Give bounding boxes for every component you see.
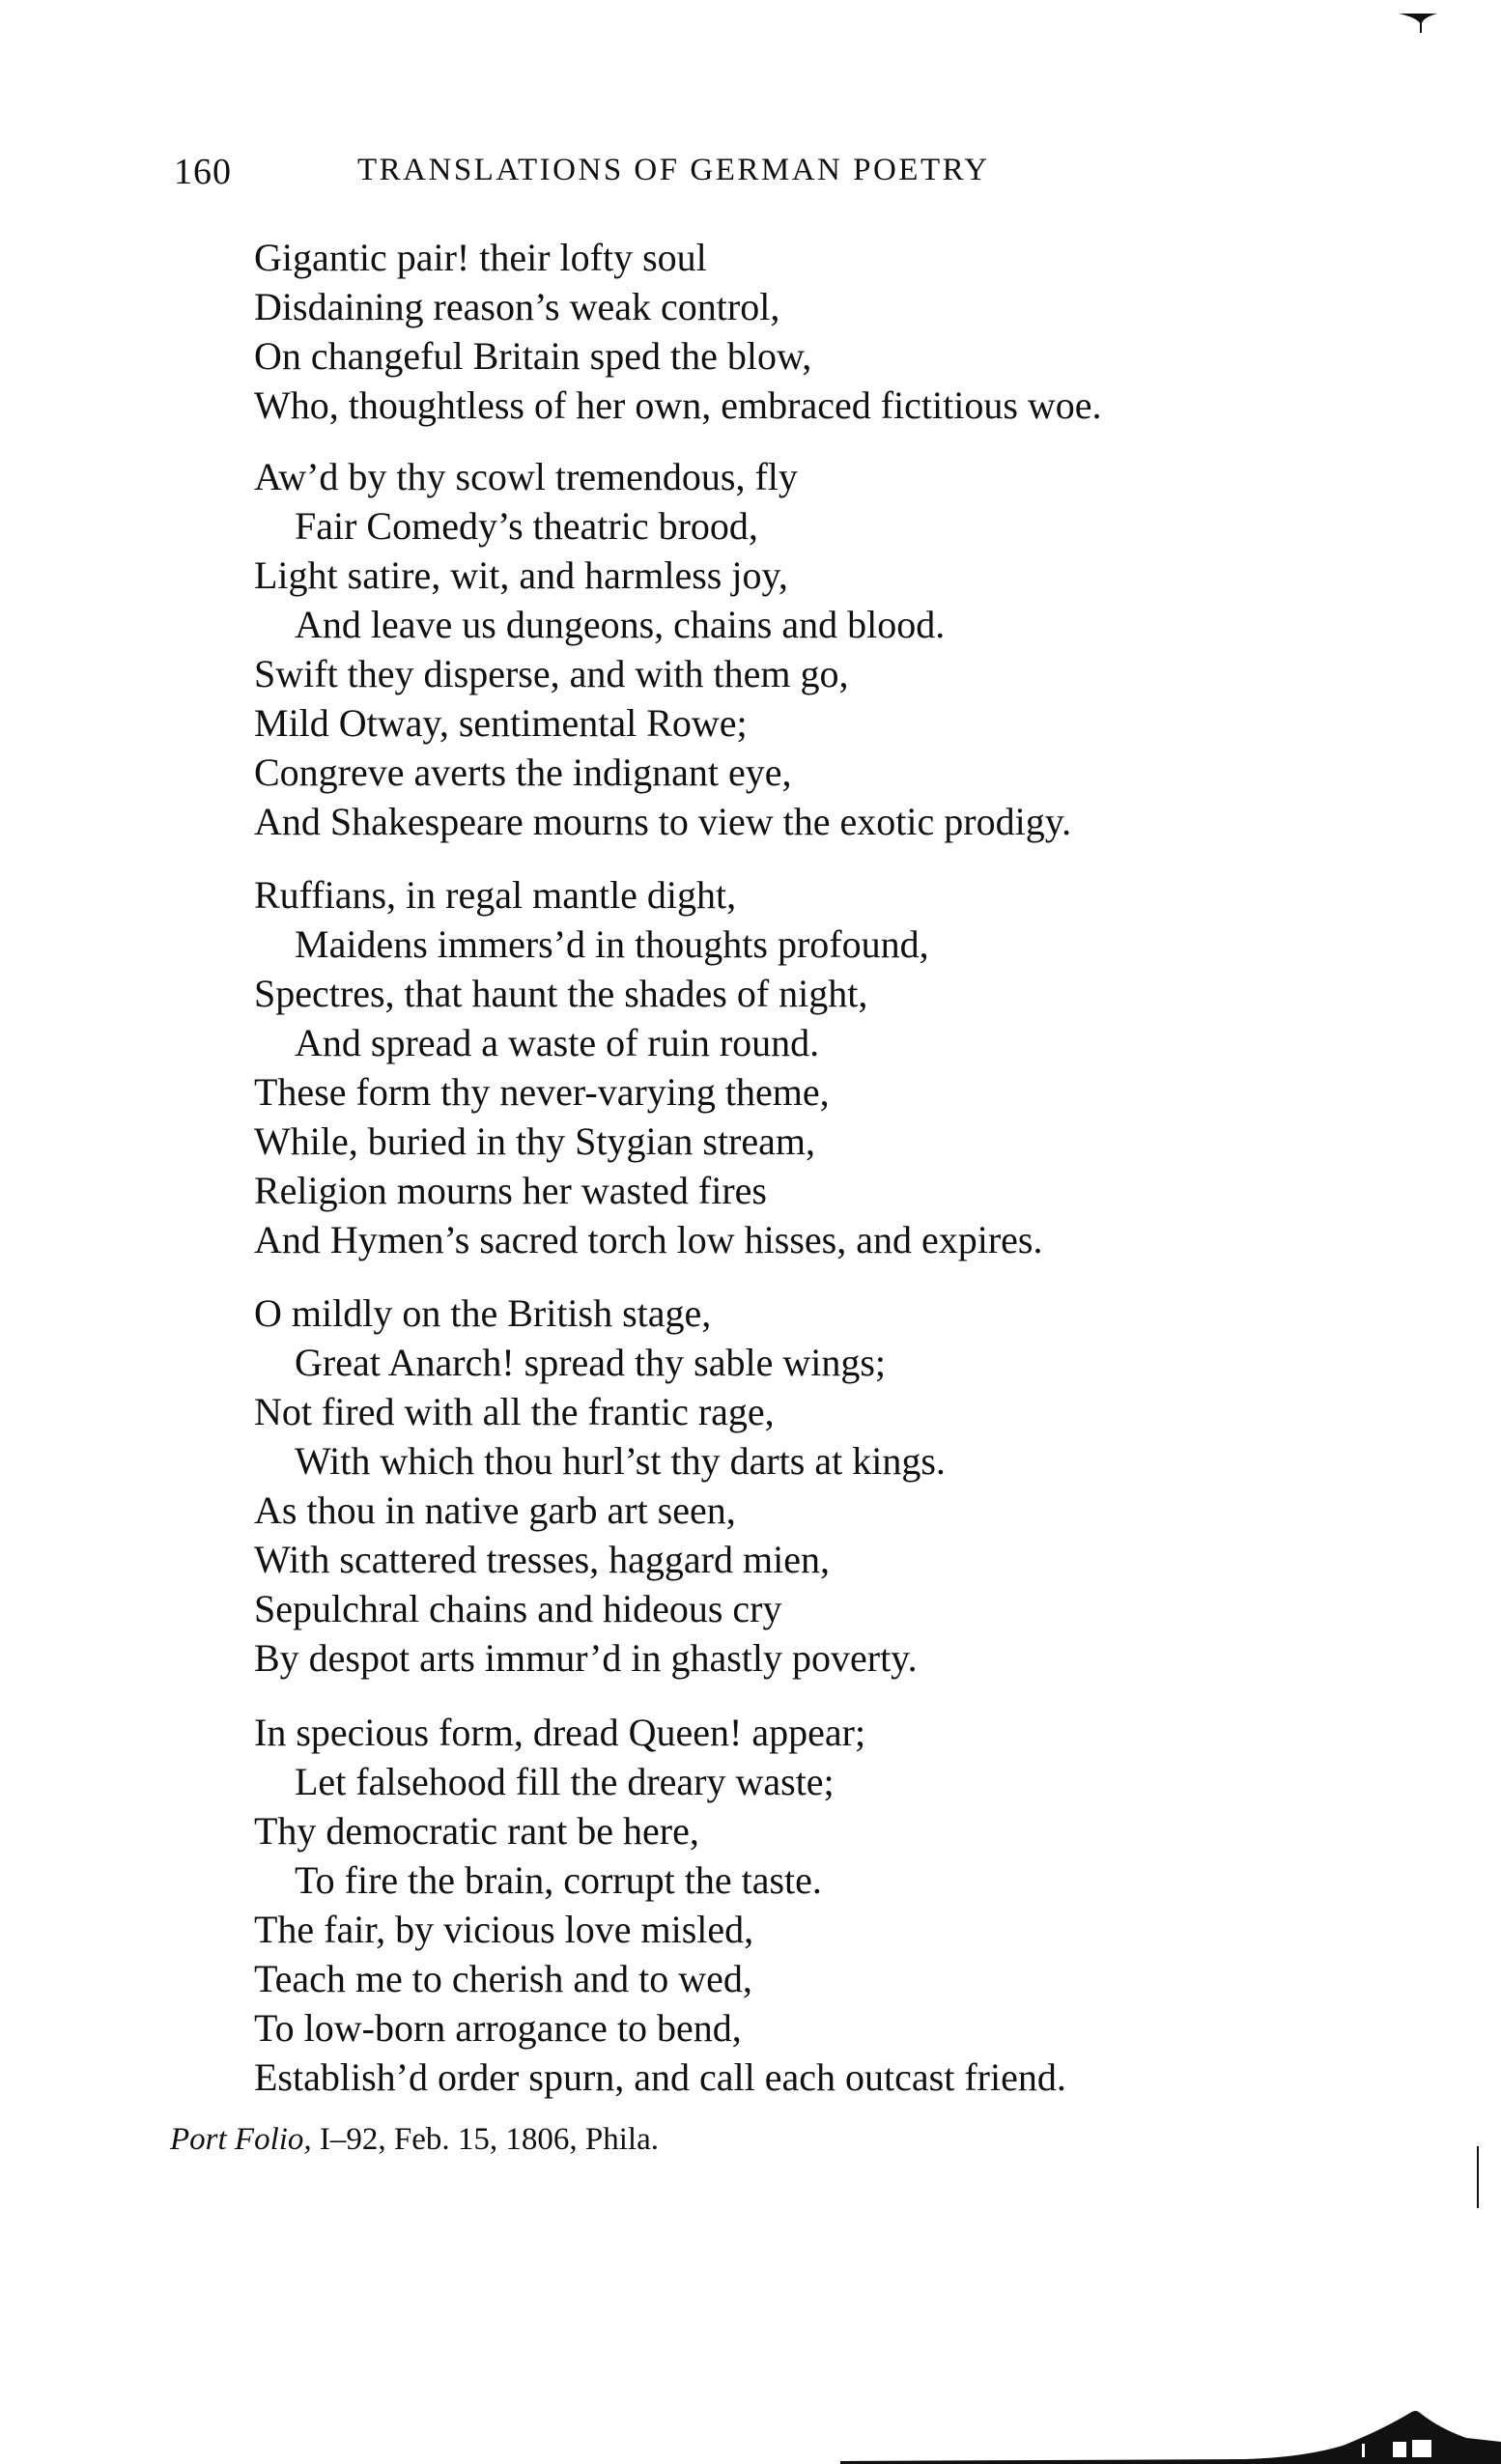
verse-line: Aw’d by thy scowl tremendous, fly	[254, 455, 798, 498]
verse-line: Mild Otway, sentimental Rowe;	[254, 701, 748, 745]
source-citation	[170, 2122, 659, 2158]
stanza-5	[254, 1708, 1317, 2102]
verse-line-indented: Let falsehood fill the dreary waste;	[295, 1760, 835, 1803]
verse-line: Sepulchral chains and hideous cry	[254, 1587, 782, 1630]
verse-line: With scattered tresses, haggard mien,	[254, 1538, 830, 1581]
citation-details: I–92, Feb. 15, 1806, Phila.	[311, 2122, 659, 2157]
verse-line: Congreve averts the indignant eye,	[254, 751, 792, 794]
verse-line-indented: And leave us dungeons, chains and blood.	[295, 603, 946, 646]
verse-line: Disdaining reason’s weak control,	[254, 285, 780, 328]
verse-line: These form thy never-varying theme,	[254, 1070, 830, 1114]
verse-line: Not fired with all the frantic rage,	[254, 1390, 775, 1433]
running-head	[0, 151, 1501, 199]
verse-line-indented: Fair Comedy’s theatric brood,	[295, 504, 758, 548]
verse-line: And Shakespeare mourns to view the exotic prodigy.	[254, 800, 1072, 843]
verse-line: Establish’d order spurn, and call each outcast friend.	[254, 2055, 1066, 2099]
citation-source-title: Port Folio,	[170, 2122, 312, 2157]
stanza-2	[254, 452, 1317, 846]
verse-line: While, buried in thy Stygian stream,	[254, 1119, 815, 1163]
verse-line: As thou in native garb art seen,	[254, 1488, 736, 1532]
verse-line: In specious form, dread Queen! appear;	[254, 1711, 866, 1754]
verse-line-indented: And spread a waste of ruin round.	[295, 1021, 820, 1064]
corner-arrow-mark-icon	[1395, 12, 1462, 50]
verse-line-indented: Maidens immers’d in thoughts profound,	[295, 922, 929, 966]
verse-line: Spectres, that haunt the shades of night,	[254, 972, 868, 1015]
verse-line: To low-born arrogance to bend,	[254, 2006, 742, 2050]
verse-line-indented: With which thou hurl’st thy darts at kings.	[295, 1439, 946, 1483]
verse-line: On changeful Britain sped the blow,	[254, 334, 812, 378]
verse-line: Who, thoughtless of her own, embraced fictitious woe.	[254, 383, 1102, 427]
stanza-3	[254, 870, 1317, 1264]
verse-line: Ruffians, in regal mantle dight,	[254, 873, 737, 917]
verse-line: Gigantic pair! their lofty soul	[254, 236, 707, 279]
verse-line: The fair, by vicious love misled,	[254, 1908, 754, 1951]
verse-line: Teach me to cherish and to wed,	[254, 1957, 752, 2000]
verse-line: O mildly on the British stage,	[254, 1291, 712, 1335]
scan-edge-ornament-icon	[840, 2405, 1501, 2464]
stanza-1	[254, 233, 1317, 430]
verse-line: By despot arts immur’d in ghastly poverty.	[254, 1636, 918, 1680]
margin-rule	[1477, 2146, 1479, 2208]
verse-line: Thy democratic rant be here,	[254, 1809, 699, 1853]
page-number: 160	[174, 152, 232, 192]
verse-line: And Hymen’s sacred torch low hisses, and expires.	[254, 1218, 1043, 1261]
stanza-4	[254, 1289, 1317, 1683]
verse-line: Swift they disperse, and with them go,	[254, 652, 849, 695]
verse-line-indented: To fire the brain, corrupt the taste.	[295, 1858, 822, 1902]
verse-line: Religion mourns her wasted fires	[254, 1169, 767, 1212]
verse-line: Light satire, wit, and harmless joy,	[254, 553, 788, 597]
verse-line-indented: Great Anarch! spread thy sable wings;	[295, 1341, 887, 1384]
running-title: TRANSLATIONS OF GERMAN POETRY	[357, 153, 990, 187]
